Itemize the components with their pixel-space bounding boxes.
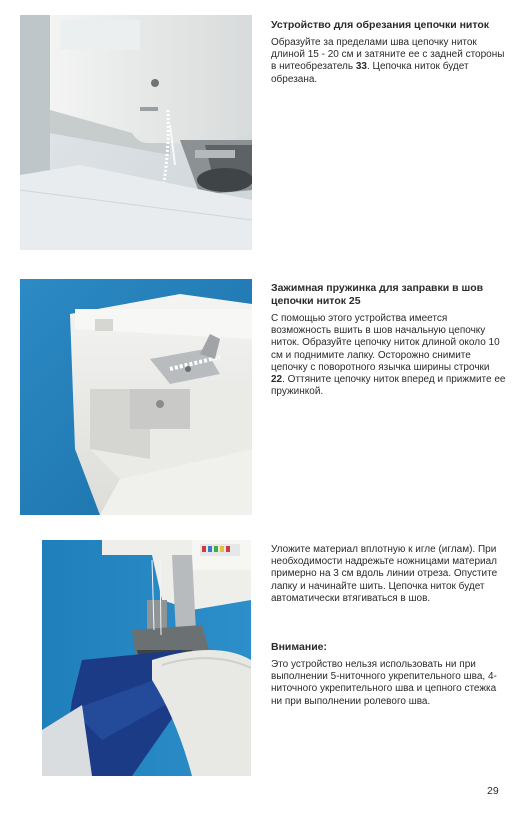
photo-thread-chain-cutter bbox=[20, 15, 252, 250]
body-text: Образуйте за пределами шва цепочку ниток длиной 15 - 20 см и затяните ее с задней стороны в нитеобрезатель bbox=[271, 37, 505, 73]
warning-heading: Внимание: bbox=[271, 641, 327, 653]
section-heading: Зажимная пружинка для заправки в шов цепочки ниток 25 bbox=[271, 282, 484, 307]
section-clamping-spring bbox=[271, 282, 506, 398]
section-warning bbox=[271, 641, 506, 708]
part-reference: 22 bbox=[271, 374, 283, 386]
part-reference: 33 bbox=[355, 61, 367, 73]
body-text: . Оттяните цепочку ниток вперед и прижмите ее пружинкой. bbox=[271, 374, 506, 398]
section-thread-cutter bbox=[271, 19, 506, 86]
photo-material-under-needle bbox=[42, 540, 251, 776]
section-heading: Устройство для обрезания цепочки ниток bbox=[271, 19, 490, 31]
body-text: . Цепочка ниток будет обрезана. bbox=[271, 61, 469, 85]
page-number: 29 bbox=[487, 785, 499, 797]
warning-body: Это устройство нельзя использовать ни при выполнении 5-ниточного укрепительного шва, 4-ниточного укрепительного шва и цепного стежка ни при выполнении ролевого шва. bbox=[271, 659, 497, 707]
section-body: Уложите материал вплотную к игле (иглам). При необходимости надрежьте ножницами материал примерно на 3 см вдоль линии отреза. Опустите лапку и начинайте шить. Цепочка ниток будет автоматически втягиваться в шов. bbox=[271, 544, 498, 604]
section-sewing-start bbox=[271, 544, 506, 605]
section-body bbox=[271, 37, 506, 86]
section-body bbox=[271, 313, 506, 398]
photo-clamping-spring bbox=[20, 279, 252, 515]
body-text: С помощью этого устройства имеется возможность вшить в шов начальную цепочку ниток. Образуйте цепочку ниток длиной около 10 см и поднимите лапку. Осторожно снимите цепочку с поворотного язычка ширины строчки bbox=[271, 313, 500, 373]
